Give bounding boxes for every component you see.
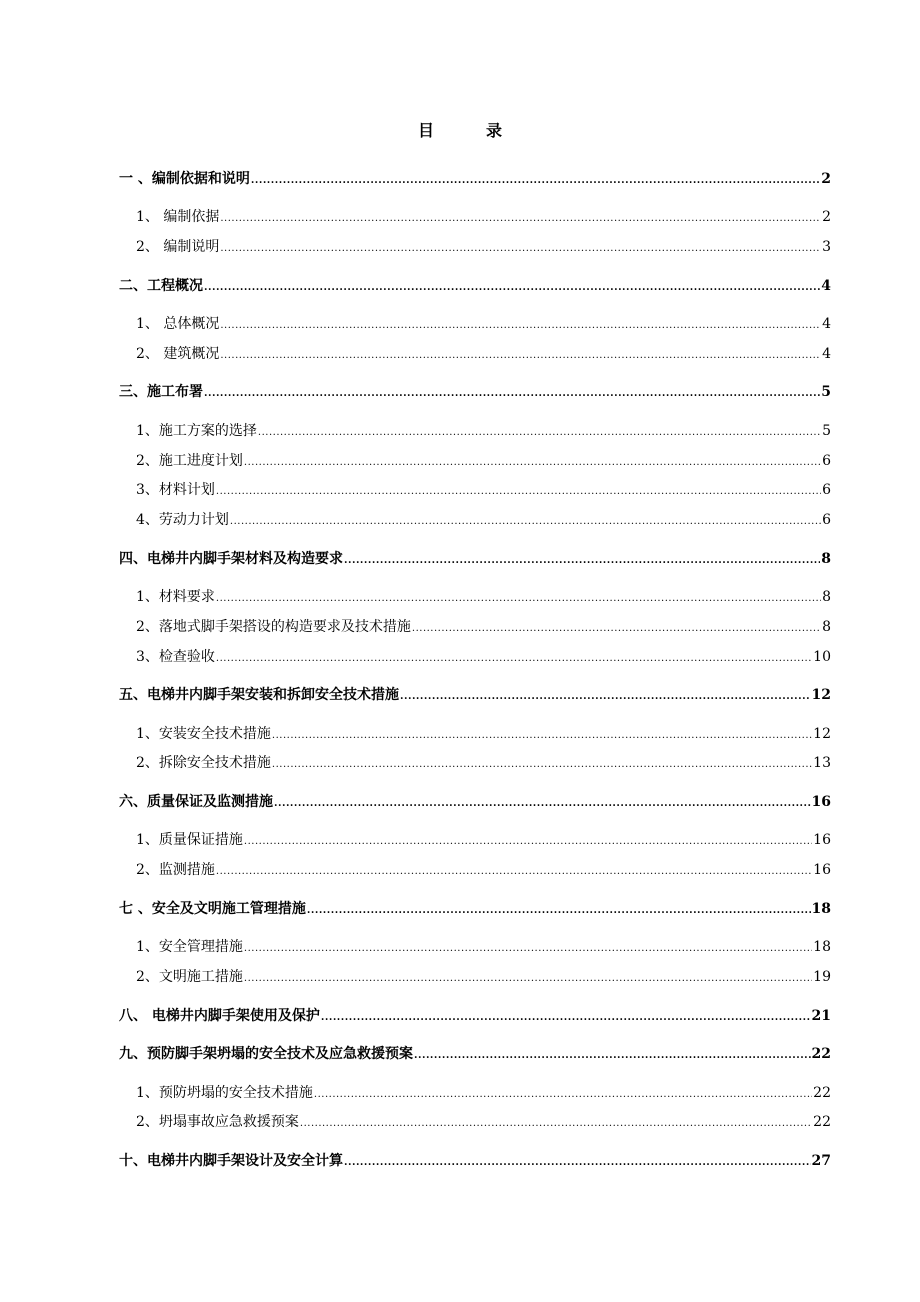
toc-section-entry[interactable] (119, 1044, 831, 1064)
toc-dot-leader (274, 794, 811, 814)
toc-page-number: 12 (811, 687, 831, 703)
toc-dot-leader (307, 901, 811, 921)
toc-entry-label: 4、劳动力计划 (136, 512, 229, 528)
toc-dot-leader (400, 687, 811, 707)
toc-dot-leader (272, 726, 812, 746)
toc-dot-leader (244, 969, 812, 989)
toc-entry-label: 二、工程概况 (119, 278, 203, 294)
toc-section-entry[interactable] (119, 792, 831, 812)
toc-page-number: 18 (811, 901, 831, 917)
toc-dot-leader (204, 384, 820, 404)
toc-dot-leader (244, 453, 821, 473)
toc-entry-label: 2、落地式脚手架搭设的构造要求及技术措施 (136, 619, 411, 635)
toc-dot-leader (216, 482, 821, 502)
toc-page-number: 22 (813, 1085, 831, 1101)
toc-entry-label: 五、电梯井内脚手架安装和拆卸安全技术措施 (119, 687, 399, 703)
toc-subsection-entry[interactable] (136, 937, 831, 957)
toc-entry-label: 2、坍塌事故应急救援预案 (136, 1114, 299, 1130)
toc-entry-label: 九、预防脚手架坍塌的安全技术及应急救援预案 (119, 1046, 413, 1062)
toc-page-number: 21 (811, 1008, 831, 1024)
toc-subsection-entry[interactable] (136, 314, 831, 334)
toc-subsection-entry[interactable] (136, 207, 831, 227)
toc-dot-leader (204, 278, 820, 298)
toc-dot-leader (412, 619, 821, 639)
toc-section-entry[interactable] (119, 549, 831, 569)
toc-subsection-entry[interactable] (136, 1112, 831, 1132)
toc-title: 目 录 (417, 121, 520, 140)
toc-section-entry[interactable] (119, 1151, 831, 1171)
toc-dot-leader (258, 423, 821, 443)
toc-page-number: 18 (813, 939, 831, 955)
toc-entry-label: 一 、编制依据和说明 (119, 171, 250, 187)
toc-subsection-entry[interactable] (136, 753, 831, 773)
toc-entry-label: 七 、安全及文明施工管理措施 (119, 901, 306, 917)
toc-entry-label: 1、材料要求 (136, 589, 215, 605)
toc-entry-label: 2、文明施工措施 (136, 969, 243, 985)
toc-page-number: 16 (811, 794, 831, 810)
toc-dot-leader (344, 551, 820, 571)
toc-subsection-entry[interactable] (136, 830, 831, 850)
toc-section-entry[interactable] (119, 382, 831, 402)
toc-dot-leader (251, 171, 820, 191)
toc-page-number: 13 (813, 755, 831, 771)
toc-dot-leader (414, 1046, 811, 1066)
toc-subsection-entry[interactable] (136, 344, 831, 364)
toc-subsection-entry[interactable] (136, 647, 831, 667)
toc-page-number: 4 (822, 346, 831, 362)
toc-page-number: 22 (813, 1114, 831, 1130)
toc-subsection-entry[interactable] (136, 860, 831, 880)
toc-entry-label: 1、 编制依据 (136, 209, 220, 225)
toc-page-number: 12 (813, 726, 831, 742)
toc-page-number: 22 (811, 1046, 831, 1062)
toc-page-number: 27 (811, 1153, 831, 1169)
toc-subsection-entry[interactable] (136, 510, 831, 530)
toc-page-number: 4 (821, 278, 831, 294)
toc-entry-label: 2、拆除安全技术措施 (136, 755, 271, 771)
toc-subsection-entry[interactable] (136, 480, 831, 500)
toc-dot-leader (220, 239, 821, 259)
toc-subsection-entry[interactable] (136, 617, 831, 637)
toc-entry-label: 1、预防坍塌的安全技术措施 (136, 1085, 313, 1101)
toc-page-number: 3 (822, 239, 831, 255)
toc-page-number: 6 (822, 512, 831, 528)
toc-page-number: 16 (813, 832, 831, 848)
toc-entry-label: 2、监测措施 (136, 862, 215, 878)
toc-entry-label: 3、材料计划 (136, 482, 215, 498)
toc-entry-label: 1、施工方案的选择 (136, 423, 257, 439)
toc-section-entry[interactable] (119, 1006, 831, 1026)
toc-dot-leader (272, 755, 812, 775)
toc-subsection-entry[interactable] (136, 967, 831, 987)
toc-entry-label: 十、电梯井内脚手架设计及安全计算 (119, 1153, 343, 1169)
toc-page-number: 10 (813, 649, 831, 665)
toc-entry-label: 四、电梯井内脚手架材料及构造要求 (119, 551, 343, 567)
toc-section-entry[interactable] (119, 169, 831, 189)
toc-entry-label: 1、质量保证措施 (136, 832, 243, 848)
toc-page-number: 2 (822, 209, 831, 225)
toc-section-entry[interactable] (119, 899, 831, 919)
toc-subsection-entry[interactable] (136, 451, 831, 471)
toc-dot-leader (230, 512, 821, 532)
toc-entry-label: 2、 建筑概况 (136, 346, 220, 362)
toc-dot-leader (216, 862, 812, 882)
toc-entry-label: 3、检查验收 (136, 649, 215, 665)
toc-subsection-entry[interactable] (136, 724, 831, 744)
toc-dot-leader (220, 316, 821, 336)
toc-entry-label: 2、 编制说明 (136, 239, 220, 255)
toc-dot-leader (220, 209, 821, 229)
toc-entry-label: 1、安装安全技术措施 (136, 726, 271, 742)
toc-dot-leader (300, 1114, 812, 1134)
toc-page-number: 8 (822, 589, 831, 605)
toc-page-number: 16 (813, 862, 831, 878)
toc-page-number: 8 (822, 619, 831, 635)
toc-subsection-entry[interactable] (136, 1083, 831, 1103)
toc-page-number: 4 (822, 316, 831, 332)
toc-dot-leader (244, 939, 812, 959)
toc-entry-label: 2、施工进度计划 (136, 453, 243, 469)
toc-page-number: 19 (813, 969, 831, 985)
toc-entry-label: 三、施工布署 (119, 384, 203, 400)
toc-entry-label: 八、 电梯井内脚手架使用及保护 (119, 1008, 320, 1024)
toc-page-number: 2 (821, 171, 831, 187)
toc-page-number: 8 (821, 551, 831, 567)
toc-section-entry[interactable] (119, 685, 831, 705)
toc-dot-leader (220, 346, 821, 366)
toc-page-number: 5 (821, 384, 831, 400)
toc-section-entry[interactable] (119, 276, 831, 296)
toc-entry-label: 1、 总体概况 (136, 316, 220, 332)
toc-dot-leader (244, 832, 812, 852)
toc-dot-leader (216, 649, 812, 669)
toc-dot-leader (216, 589, 821, 609)
toc-entry-label: 1、安全管理措施 (136, 939, 243, 955)
toc-dot-leader (314, 1085, 812, 1105)
toc-dot-leader (321, 1008, 811, 1028)
toc-page-number: 6 (822, 453, 831, 469)
toc-dot-leader (344, 1153, 811, 1173)
toc-subsection-entry[interactable] (136, 237, 831, 257)
toc-subsection-entry[interactable] (136, 587, 831, 607)
toc-page-number: 6 (822, 482, 831, 498)
toc-page-number: 5 (822, 423, 831, 439)
toc-entry-label: 六、质量保证及监测措施 (119, 794, 273, 810)
toc-subsection-entry[interactable] (136, 421, 831, 441)
